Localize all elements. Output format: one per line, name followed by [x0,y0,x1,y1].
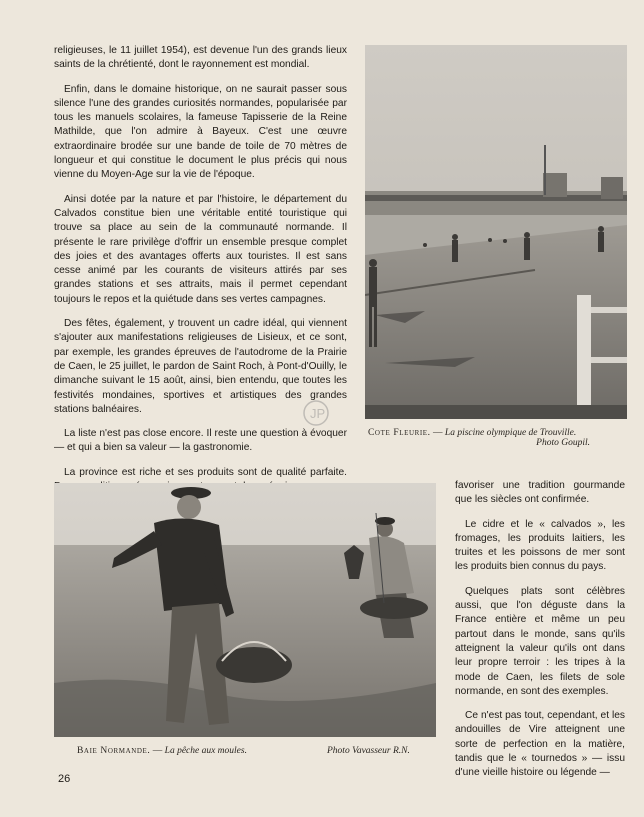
text-column-right [455,479,625,791]
paragraph: Ainsi dotée par la nature et par l'histoire, le département du Calvados constitue bien une véritable entité touristique qui trouve sa place au sein de la communauté normande. Il présente le rare privilège d'offrir un ensemble presque complet des joies et des avantages offerts aux touristes. Il est sans cesse animé par les courants de visiteurs attirés par ses grandes stations et ses attraits, mais il permet cependant toujours le repos et la quiétude dans ses vertes campagnes. [54,193,347,305]
watermark-logo [302,398,342,428]
caption-mussel [77,746,437,756]
caption-text: La piscine olympique de Trouville. [444,428,577,438]
paragraph: La province est riche et ses produits sont de qualité parfaite. [64,466,347,478]
page-number: 26 [58,773,71,785]
caption-dash: — [433,428,443,438]
caption-place: Cote Fleurie. [368,428,431,438]
caption-dash: — [152,746,163,756]
photo-credit: Photo Vavasseur R.N. [327,746,410,756]
photo-mussel-fishing [54,483,436,737]
paragraph: Enfin, dans le domaine historique, on ne saurait passer sous silence l'une des grandes curiosités normandes, popularisée par tous les manuels scolaires, la fameuse Tapisserie de la Reine Mathilde, que l'on admire à Bayeux. C'est une œuvre extraordinaire brodée sur une bande de toile de 70 mètres de longueur et qui constitue le document le plus précis qui nous vienne du Moyen-Age sur la vie de l'époque. [54,83,347,181]
paragraph: favoriser une tradition gourmande que les siècles ont confirmée. [455,480,625,506]
photo-credit: Photo Goupil. [536,438,590,448]
paragraph: La liste n'est pas close encore. Il reste une question à évoquer — et qui a bien sa valeur — la gastronomie. [54,428,347,454]
caption-place: Baie Normande. [77,746,151,756]
paragraph: Le cidre et le « calvados », les fromages, les produits laitiers, les truites et les poissons de mer sont les produits bien connus du pays. [455,518,625,573]
paragraph: Ce n'est pas tout, cependant, et les andouilles de Vire atteignent une sorte de perfection en la matière, tandis que le « tournedos » — issu d'une vieille histoire ou légende — [455,710,625,779]
photo-olympic-pool [365,45,627,419]
paragraph: Des fêtes, également, y trouvent un cadre idéal, qui viennent s'ajouter aux manifestations religieuses de Lisieux, et ce sont, par exemple, les grandes épreuves de l'autodrome de la Prairie de Caen, le 25 juillet, le pardon de Saint Roch, à Pont-d'Ouilly, le dimanche suivant le 15 août, ainsi, bien entendu, que toutes les festivités mondaines, sportives et artistiques des grandes stations balnéaires. [54,318,347,415]
paragraph: religieuses, le 11 juillet 1954), est devenue l'un des grands lieux saints de la chrétienté, dont le rayonnement est mondial. [54,45,347,71]
paragraph: Quelques plats sont célèbres aussi, que l'on déguste dans la France entière et même un peu partout dans le monde, sans qu'ils atteignent la valeur qu'ils ont dans leur propre terroir : les tripes à la mode de Caen, les filets de sole normande, en sont des exemples. [455,585,625,697]
caption-pool [368,428,630,448]
watermark-text: JP [310,406,326,421]
caption-text: La pêche aux moules. [164,746,247,756]
text-column-top [54,44,347,504]
